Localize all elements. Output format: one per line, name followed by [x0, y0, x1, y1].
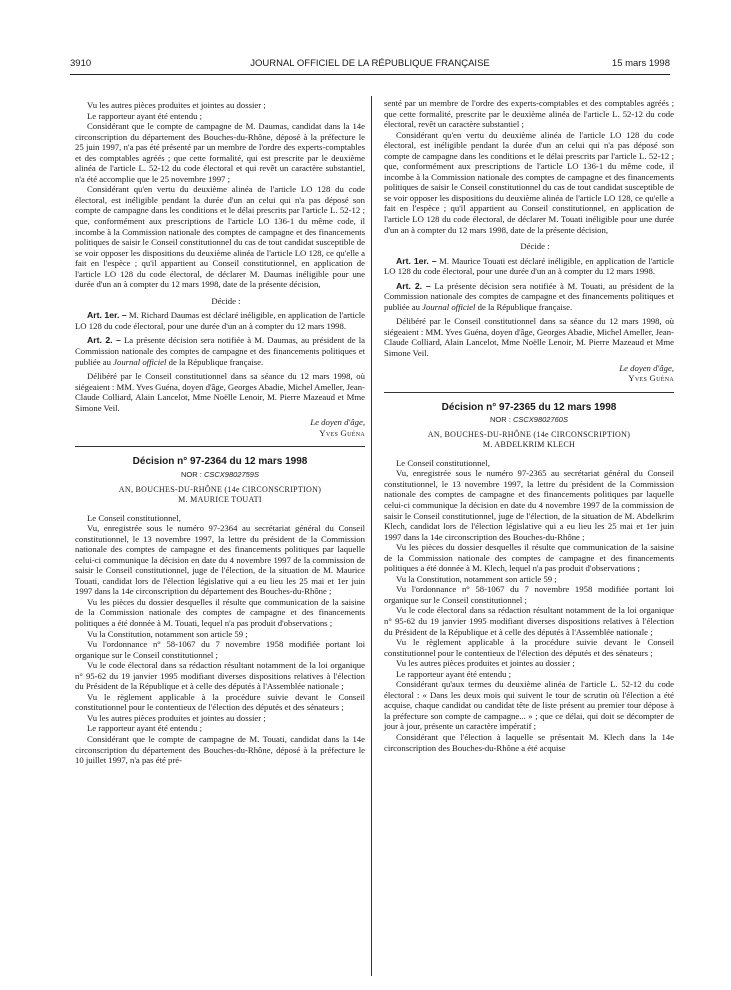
- issue-date: 15 mars 1998: [611, 58, 670, 69]
- signature-role: Le doyen d'âge,: [310, 417, 365, 428]
- paragraph: Vu les autres pièces produites et jointes au dossier ;: [396, 658, 575, 669]
- article-2: [384, 281, 674, 313]
- article-2-text-end: de la République française.: [477, 301, 573, 312]
- decision-reference: [384, 430, 674, 450]
- paragraph: Considérant qu'en vertu du deuxième alinéa de l'article LO 128 du code électoral, est inéligible pendant la durée d'un an celui qui n'a pas déposé son compte de campagne dans les conditions et le délai prescrits par l'article L. 52-12 ; que, conformément aux prescriptions de l'article LO 136-1 du même code, il incombe à la Commission nationale des comptes de campagne et des financements politiques de saisir le Conseil constitutionnel du cas de tout candidat susceptible de se voir opposer les dispositions du deuxième alinéa de l'article LO 128, ce qu'elle a fait en l'espèce ; qu'il appartient au Conseil constitutionnel, en application de l'article LO 128 du code électoral, de déclarer M. Daumas inéligible pour une durée d'un an à compter du 12 mars 1998, date de la présente décision,: [75, 184, 365, 290]
- paragraph: Considérant qu'aux termes du deuxième alinéa de l'article L. 52-12 du code électoral : « Dans les deux mois qui suivent le tour de scrutin où l'élection a été acquise, chaque candidat ou candidat tête de liste présent au premier tour dépose à la préfecture son compte de campagne... » ; que ce délai, qui doit se décompter de jour à jour, présente un caractère impératif ;: [384, 679, 674, 732]
- paragraph: Le Conseil constitutionnel,: [396, 457, 490, 468]
- decision-title: Décision n° 97-2364 du 12 mars 1998: [132, 456, 308, 468]
- left-column: [75, 100, 365, 766]
- paragraph: senté par un membre de l'ordre des experts-comptables et des comptables agréés ; que cette formalité, prescrite par le deuxième alinéa de l'article L. 52-12 du code électoral, revêt un caractère substantiel ;: [384, 98, 674, 130]
- paragraph: Vu l'ordonnance n° 58-1067 du 7 novembre 1958 modifiée portant loi organique sur le Conseil constitutionnel ;: [384, 584, 674, 605]
- paragraph: Le rapporteur ayant été entendu ;: [87, 723, 203, 734]
- article-1-heading: Art. 1er. –: [87, 310, 127, 321]
- article-2-text-end: de la République française.: [168, 356, 264, 367]
- nor-reference: NOR : CSCX9802759S: [181, 469, 259, 479]
- article-2: [75, 335, 365, 367]
- signature-role: Le doyen d'âge,: [619, 362, 674, 373]
- paragraph: Vu le code électoral dans sa rédaction résultant notamment de la loi organique n° 95-62 du 19 janvier 1995 modifiant diverses dispositions relatives à l'élection du Président de la République et à celle des députés à l'Assemblée nationale ;: [384, 605, 674, 637]
- paragraph: Vu, enregistrée sous le numéro 97-2365 au secrétariat général du Conseil constitutionnel, le 13 novembre 1997, la lettre du président de la Commission nationale des comptes de campagne et des financements politiques par laquelle celui-ci communique la décision en date du 4 novembre 1997 de la commission de saisir le Conseil constitutionnel, juge de l'élection, de la situation de M. Abdelkrim Klech, candidat lors de l'élection législative qui a eu lieu les 25 mai et 1er juin 1997 dans la 14e circonscription des Bouches-du-Rhône ;: [384, 468, 674, 542]
- paragraph: Vu les pièces du dossier desquelles il résulte que communication de la saisine de la Commission nationale des comptes de campagne et des financements politiques a été donnée à M. Klech, lequel n'a pas produit d'observations ;: [384, 542, 674, 574]
- paragraph: Considérant qu'en vertu du deuxième alinéa de l'article LO 128 du code électoral, est inéligible pendant la durée d'un an celui qui n'a pas déposé son compte de campagne dans les conditions et le délai prescrits par l'article L. 52-12 ; que, conformément aux prescriptions de l'article LO 136-1 du même code, il incombe à la Commission nationale des comptes de campagne et des financements politiques de saisir le Conseil constitutionnel du cas de tout candidat susceptible de se voir opposer les dispositions du deuxième alinéa de l'article LO 128, ce qu'elle a fait en l'espèce ; qu'il appartient au Conseil constitutionnel, en application de l'article LO 128 du code électoral, de déclarer M. Touati inéligible pour une durée d'un an à compter du 12 mars 1998, date de la présente décision,: [384, 129, 674, 235]
- decision-candidate: M. MAURICE TOUATI: [178, 494, 262, 504]
- page-header: [70, 58, 670, 72]
- paragraph: Le rapporteur ayant été entendu ;: [87, 110, 203, 121]
- paragraph: Considérant que le compte de campagne de M. Touati, candidat dans la 14e circonscription du département des Bouches-du-Rhône, déposé à la préfecture le 10 juillet 1997, n'a pas été pré-: [75, 733, 365, 766]
- paragraph: Vu la Constitution, notamment son article 59 ;: [87, 628, 248, 639]
- decision-reference: [75, 485, 365, 505]
- section-separator: [384, 392, 674, 393]
- paragraph: Vu les autres pièces produites et jointes au dossier ;: [87, 100, 266, 110]
- section-separator: [75, 446, 365, 447]
- deliberation-paragraph: Délibéré par le Conseil constitutionnel dans sa séance du 12 mars 1998, où siégeaient : MM. Yves Guéna, doyen d'âge, Georges Abadie, Michel Ameller, Jean-Claude Colliard, Alain Lancelot, Mme Noëlle Lenoir, M. Pierre Mazeaud et Mme Simone Veil.: [384, 316, 674, 359]
- signature-name: Yves Guéna: [319, 427, 365, 438]
- article-2-heading: Art. 2. –: [396, 280, 431, 291]
- journal-officiel-ref: Journal officiel: [422, 301, 476, 312]
- decide-heading: Décide :: [211, 295, 241, 306]
- decide-heading: Décide :: [520, 241, 550, 252]
- paragraph: Vu la Constitution, notamment son article 59 ;: [396, 573, 557, 584]
- article-1-text: M. Richard Daumas est déclaré inéligible, en application de l'article LO 128 du code électoral, pour une durée d'un an à compter du 12 mars 1998.: [75, 310, 365, 331]
- paragraph: Vu, enregistrée sous le numéro 97-2364 au secrétariat général du Conseil constitutionnel, le 13 novembre 1997, la lettre du président de la Commission nationale des comptes de campagne et des financements politiques par laquelle celui-ci communique la décision en date du 4 novembre 1997 de la commission de saisir le Conseil constitutionnel, juge de l'élection, de la situation de M. Maurice Touati, candidat lors de l'élection législative qui a eu lieu les 25 mai et 1er juin 1997 dans la 14e circonscription du département des Bouches-du-Rhône ;: [75, 523, 365, 597]
- page-number: 3910: [70, 58, 92, 69]
- paragraph: Considérant que l'élection à laquelle se présentait M. Klech dans la 14e circonscription des Bouches-du-Rhône a été acquise: [384, 731, 674, 753]
- article-1: [75, 310, 365, 331]
- journal-officiel-ref: Journal officiel: [113, 356, 167, 367]
- nor-reference: NOR : CSCX9802760S: [490, 415, 568, 425]
- paragraph: Le rapporteur ayant été entendu ;: [396, 668, 512, 679]
- paragraph: Vu le règlement applicable à la procédure suivie devant le Conseil constitutionnel pour le contentieux de l'élection des députés et des sénateurs ;: [75, 691, 365, 713]
- paragraph: Le Conseil constitutionnel,: [87, 512, 181, 523]
- paragraph: Vu les pièces du dossier desquelles il résulte que communication de la saisine de la Commission nationale des comptes de campagne et des financements politiques a été donnée à M. Touati, lequel n'a pas produit d'observations ;: [75, 596, 365, 628]
- article-1: [384, 256, 674, 277]
- decision-constituency: AN, BOUCHES-DU-RHÔNE (14e CIRCONSCRIPTION): [118, 484, 322, 494]
- article-1-heading: Art. 1er. –: [396, 255, 437, 266]
- column-divider: [371, 96, 372, 976]
- paragraph: Vu l'ordonnance n° 58-1067 du 7 novembre 1958 modifiée portant loi organique sur le Conseil constitutionnel ;: [75, 639, 365, 660]
- right-column: [384, 98, 674, 753]
- paragraph: Vu le code électoral dans sa rédaction résultant notamment de la loi organique n° 95-62 du 19 janvier 1995 modifiant diverses dispositions relatives à l'élection du Président de la République et à celle des députés à l'Assemblée nationale ;: [75, 660, 365, 692]
- journal-title: JOURNAL OFFICIEL DE LA RÉPUBLIQUE FRANÇAISE: [250, 58, 490, 69]
- paragraph: Vu les autres pièces produites et jointes au dossier ;: [87, 712, 266, 723]
- signature-name: Yves Guéna: [628, 373, 674, 384]
- article-2-heading: Art. 2. –: [87, 335, 121, 346]
- article-2-text: La présente décision sera notifiée à M. Touati, au président de la Commission nationale des comptes de campagne et des financements politiques et publiée au: [384, 280, 674, 312]
- decision-constituency: AN, BOUCHES-DU-RHÔNE (14e CIRCONSCRIPTION): [427, 429, 631, 439]
- deliberation-paragraph: Délibéré par le Conseil constitutionnel dans sa séance du 12 mars 1998, où siégeaient : MM. Yves Guéna, doyen d'âge, Georges Abadie, Michel Ameller, Jean-Claude Colliard, Alain Lancelot, Mme Noëlle Lenoir, M. Pierre Mazeaud et Mme Simone Veil.: [75, 371, 365, 413]
- paragraph: Considérant que le compte de campagne de M. Daumas, candidat dans la 14e circonscription du département des Bouches-du-Rhône, déposé à la préfecture le 25 juin 1997, n'a pas été présenté par un membre de l'ordre des experts-comptables et des comptables agréés ; que cette formalité, qui est prescrite par le deuxième alinéa de l'article L. 52-12 du code électoral et qui revêt un caractère substantiel, n'a été accomplie que le 25 novembre 1997 ;: [75, 121, 365, 184]
- header-rule: [70, 74, 670, 75]
- decision-title: Décision n° 97-2365 du 12 mars 1998: [441, 401, 617, 413]
- article-1-text: M. Maurice Touati est déclaré inéligible, en application de l'article LO 128 du code électoral, pour une durée d'un an à compter du 12 mars 1998.: [384, 255, 675, 277]
- article-2-text: La présente décision sera notifiée à M. Daumas, au président de la Commission nationale des comptes de campagne et des financements politiques et publiée au: [75, 335, 366, 367]
- paragraph: Vu le règlement applicable à la procédure suivie devant le Conseil constitutionnel pour le contentieux de l'élection des députés et des sénateurs ;: [384, 637, 674, 658]
- decision-candidate: M. ABDELKRIM KLECH: [482, 439, 576, 449]
